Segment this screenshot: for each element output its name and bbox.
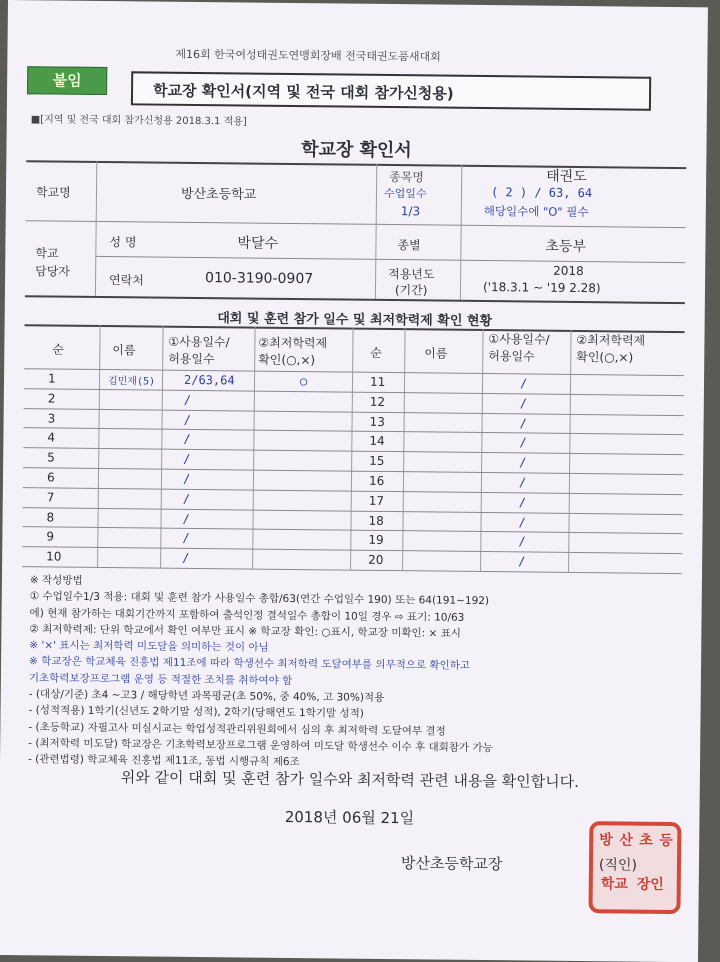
row-rule [24,428,684,436]
row-days: / [182,491,191,506]
class-days-label: 수업일수 [383,186,427,201]
row-days: / [518,534,526,549]
row-days: / [183,412,191,427]
row-days: 2/63,64 [183,372,235,388]
row-days: / [182,511,190,526]
row-rule [23,487,683,495]
school-name-value: 방산초등학교 [180,186,257,203]
row-days: / [518,495,527,510]
col-achieve-right: ②최저학력제 확인(○,×) [576,332,646,365]
col-no: 순 [52,342,65,357]
row-no: 10 [46,549,62,564]
row-no: 1 [47,371,56,386]
row-no: 8 [46,510,55,525]
row-rule [22,527,682,535]
row-rule [24,388,684,396]
event-value: 태권도 [546,168,587,186]
name-value: 박달수 [237,235,279,252]
records-title: 대회 및 훈련 참가 일수 및 최저학력제 확인 현황 [217,311,493,330]
row-days: / [519,455,527,470]
row-days: / [519,415,527,431]
row-no: 5 [47,450,55,465]
school-name-label: 학교명 [35,185,71,200]
row-rule [23,447,683,455]
row-achieve: ○ [299,374,308,389]
col-name-right: 이름 [424,346,448,361]
event-header: 제16회 한국여성태권도연맹회장배 전국태권도품새대회 [175,47,441,64]
issue-date: 2018년 06월 21일 [284,807,415,828]
rule [95,161,97,296]
row-days: / [518,514,526,530]
row-no: 20 [368,552,384,568]
row-days: / [519,435,527,450]
rule [568,330,572,572]
form-title: 학교장 확인서(지역 및 전국 대회 참가신청용) [131,71,651,110]
row-no: 9 [46,529,55,544]
row-no: 6 [46,470,55,485]
division-label: 종별 [397,238,421,253]
row-days: / [183,392,192,407]
col-no-right: 순 [370,345,382,360]
row-days: / [182,551,190,566]
school-seal: 방 산 초 등 학교 장인 [588,821,681,914]
ratio-label: 1/3 [400,204,421,219]
row-days: / [519,376,528,391]
rule [252,327,256,569]
period-range: ('18.3.1 ~ '19 2.28) [482,279,601,296]
rule [25,295,685,304]
row-no: 7 [46,490,55,505]
col-name: 이름 [112,343,136,358]
row-name: 김민재(5) [107,376,156,388]
row-days: / [183,432,191,447]
row-rule [24,408,684,416]
row-days: / [518,475,527,490]
confirm-statement: 위와 같이 대회 및 훈련 참가 일수와 최저학력 관련 내용을 확인합니다. [120,768,580,792]
instructions: ※ 작성방법 ① 수업일수1/3 적용: 대회 및 훈련 참가 사용일수 총합/63(연간 수업일수 190) 또는 64(191~192) 에) 현재 참가하는 대회기간까지 포함하여 출석인정 결석일수 총합이 10일 경우 ⇨ 표기: 10/63 ② 최저학력제: 단위 학교에서 확인 여부만 표시 ※ 학교장 확인: ○표시, 학교장 미확인: × 표시 ※ '×' 표시는 최저학력 미도달을 의미하는 것이 아님 ※ 학교장은 학교체육 진흥법 제11조에 따라 학생선수 최저학력 도달여부를 의무적으로 확인하고 기초학력보장프로그램 운영 등 적절한 조치를 취하여야 함 - (대상/기준) 초4 ~고3 / 해당학년 과목평균(초 50%, 중 40%, 고 30%)적용 - (성적적용) 1학기(신년도 2학기말 성적), 2학기(당해연도 1학기말 성적) - (초등학교) 자필고사 미실시교는 학업성적관리위원회에서 심의 후 최저학력 도달여부 결정 - (최저학력 미도달) 학교장은 기초학력보장프로그램 운영하여 미도달 학생선수 이수 후 대회참가 가능 - (관련법령) 학교체육 진흥법 제11조, 동법 시행규칙 제6조 [27,574,493,769]
document-title: 학교장 확인서 [301,139,412,162]
rule [95,256,685,263]
row-no: 2 [47,391,56,406]
row-no: 16 [368,473,385,488]
row-no: 3 [47,411,56,426]
name-label: 성 명 [109,235,137,250]
row-no: 19 [368,533,384,548]
row-no: 11 [369,374,386,389]
division-value: 초등부 [545,238,587,256]
row-no: 13 [369,414,385,429]
col-days-right: ①사용일수/ 허용일수 [488,332,550,364]
row-no: 4 [47,430,56,445]
row-rule [23,507,683,515]
row-no: 12 [369,394,386,409]
days-value: ( 2 ) / 63, 64 [490,185,593,201]
rule [402,328,406,570]
period-label: 적용년도 (기간) [388,266,435,298]
rule [160,326,164,568]
contact-value: 010-3190-0907 [205,270,314,288]
rule [97,325,101,567]
rule [26,220,686,228]
row-rule [23,467,683,475]
row-days: / [519,396,528,411]
rule [480,329,484,571]
staff-label: 학교 담당자 [35,246,71,279]
row-days: / [182,531,190,546]
rule [350,328,354,570]
row-days: / [518,554,526,569]
attachment-badge: 붙임 [27,66,107,95]
row-no: 14 [369,434,385,449]
contact-label: 연락처 [108,273,144,288]
col-days: ①사용일수/ 허용일수 [168,334,230,367]
row-no: 15 [369,453,385,469]
rule [460,165,462,300]
col-achieve: ②최저학력제 확인(○,×) [258,335,328,368]
school-principal: 방산초등학교장 [400,854,503,874]
event-label: 종목명 [389,170,425,185]
period-year: 2018 [553,263,584,279]
row-days: / [182,471,191,486]
row-no: 18 [368,513,384,528]
seal-label: (직인) [598,857,638,874]
row-days: / [183,452,191,467]
required-note: 해당일수에 "O" 필수 [483,203,589,220]
rule [375,164,377,299]
form-subtitle: ■[지역 및 전국 대회 참가신청용 2018.3.1 적용] [30,114,247,128]
row-rule [22,546,682,554]
row-no: 17 [368,493,385,508]
